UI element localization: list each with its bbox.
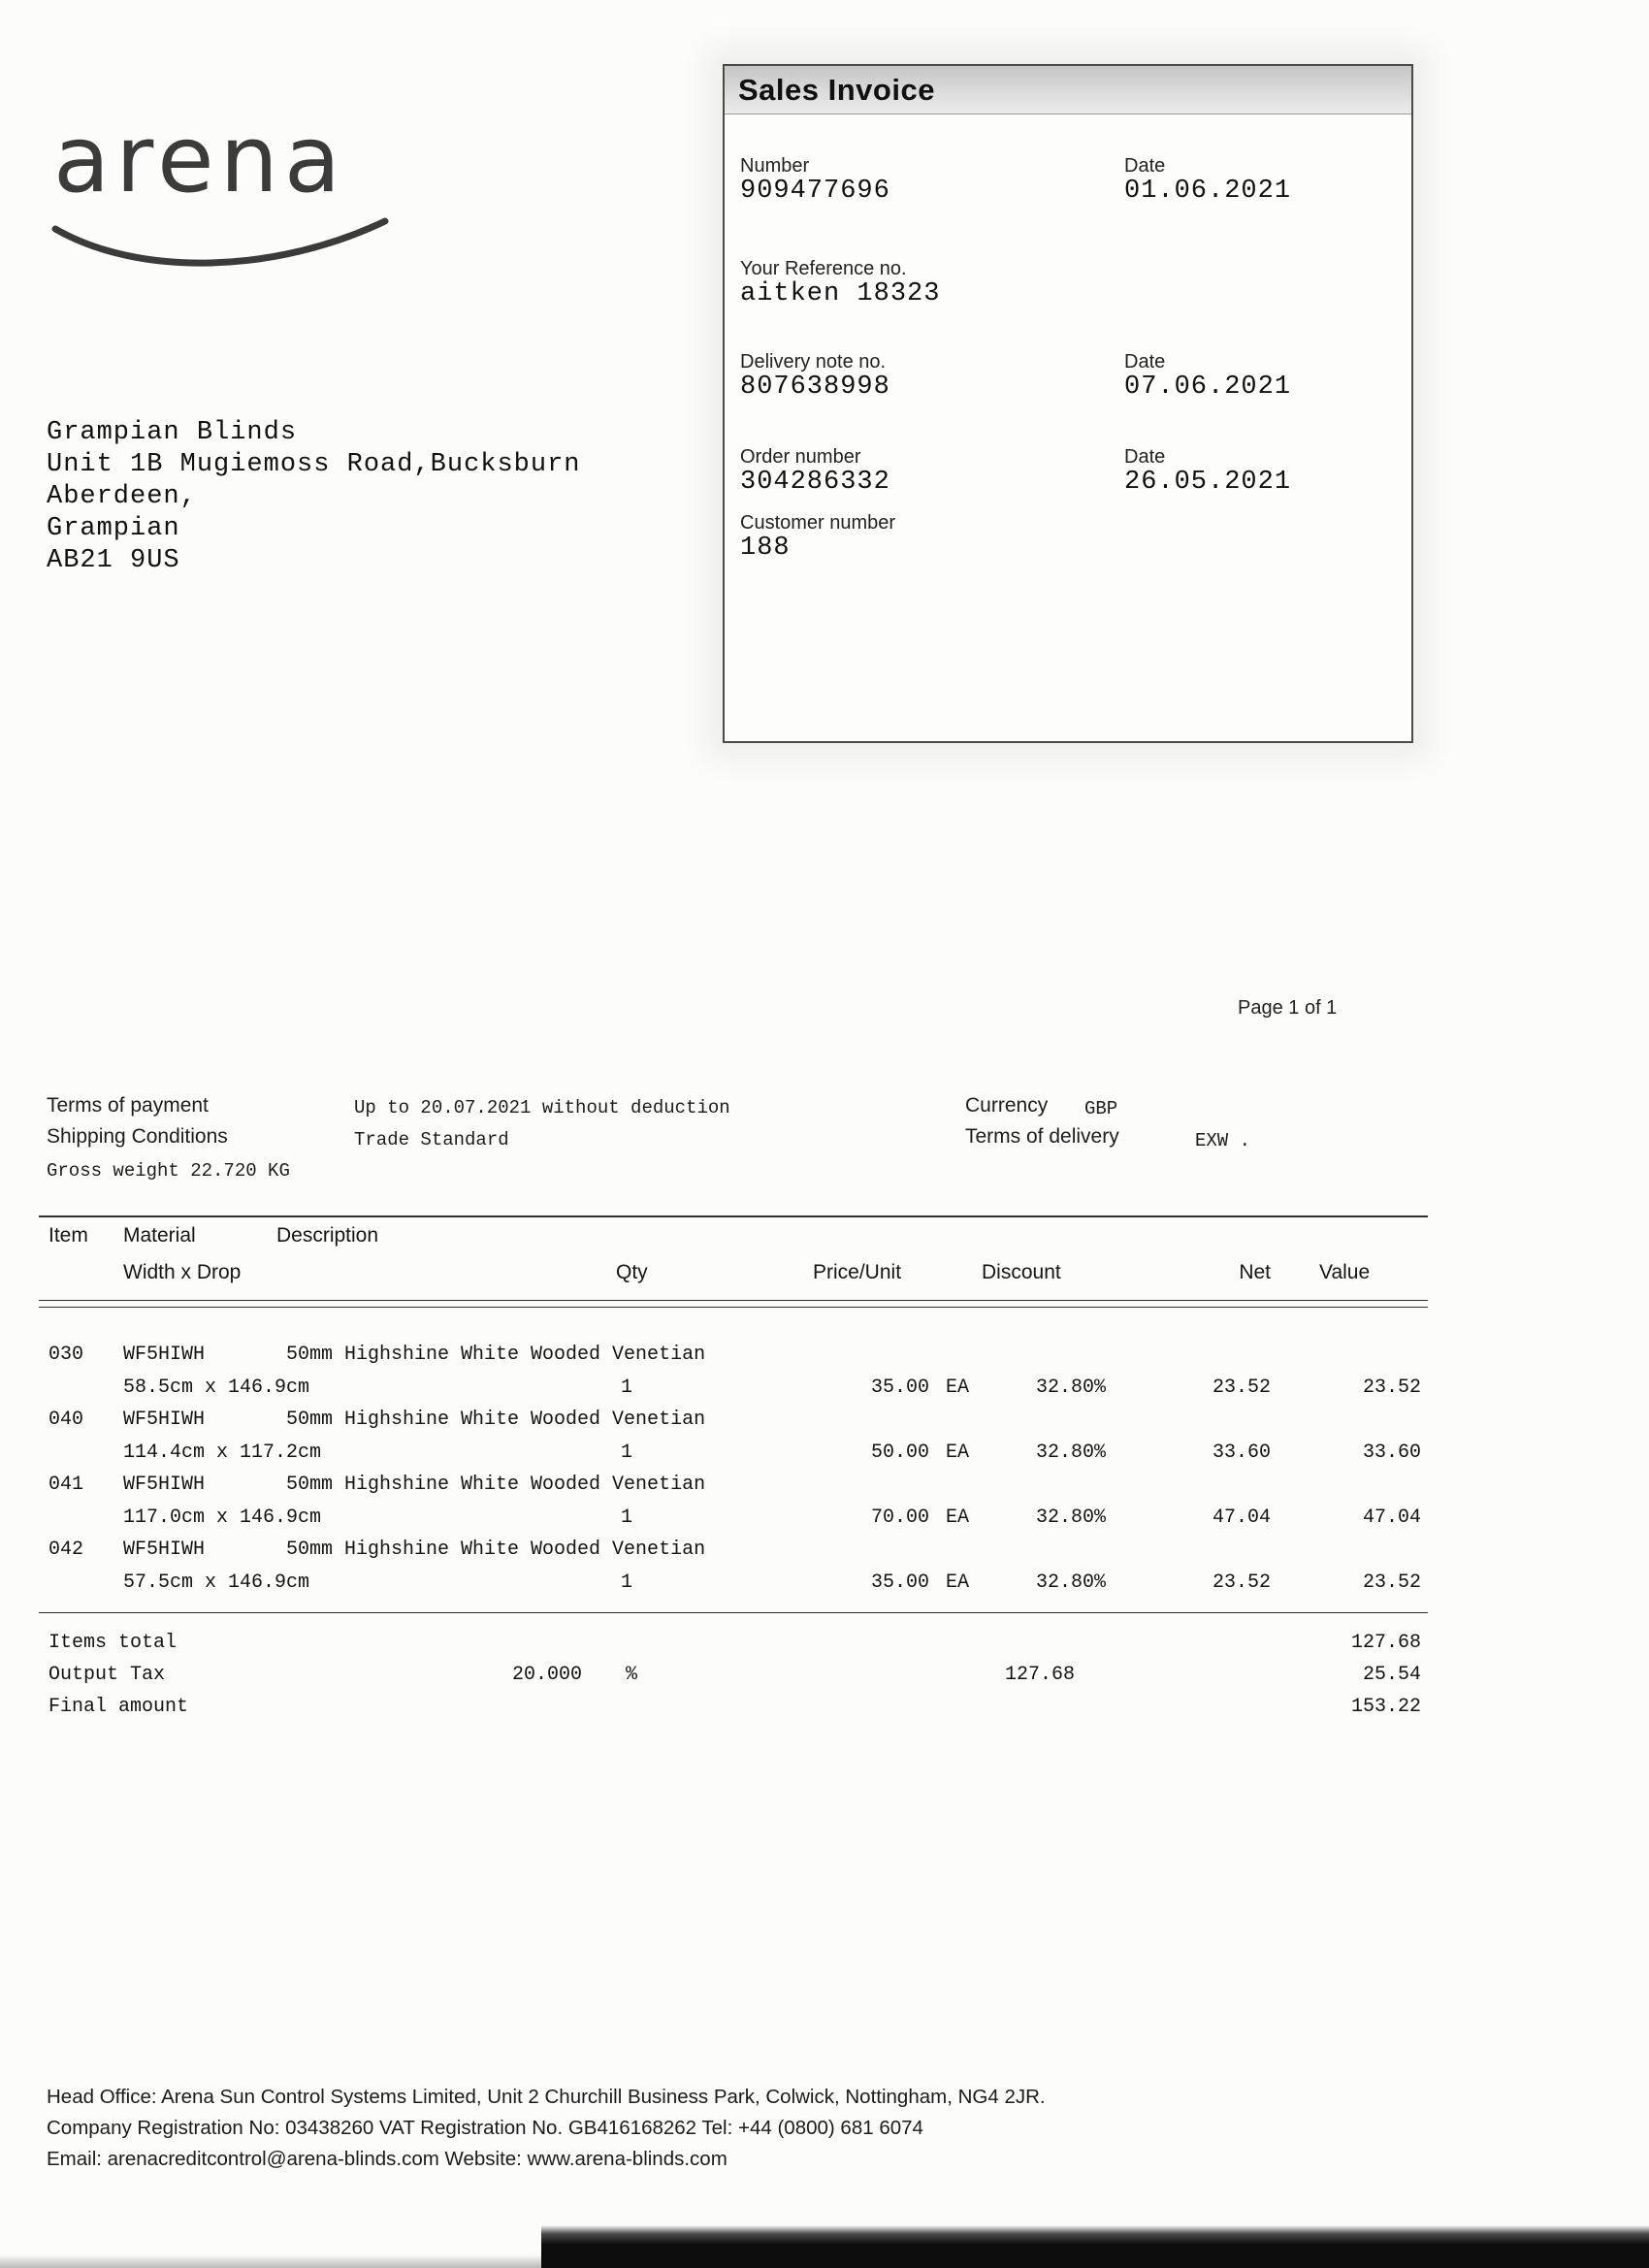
item-discount: 32.80% (1035, 1507, 1106, 1529)
date3-label: Date (1124, 446, 1166, 468)
item-price: 35.00 (870, 1377, 929, 1399)
company-logo-text: arena (53, 107, 347, 213)
terms-of-delivery-label: Terms of delivery (965, 1125, 1119, 1148)
item-number: 040 (48, 1409, 84, 1431)
recipient-city: Aberdeen, (47, 482, 197, 511)
material-code: WF5HIWH (123, 1409, 206, 1431)
item-value: 23.52 (1362, 1571, 1421, 1594)
item-unit: EA (946, 1442, 970, 1464)
item-unit: EA (946, 1507, 970, 1529)
invoice-header-bar (725, 66, 1411, 114)
output-tax-label: Output Tax (48, 1664, 166, 1686)
table-row (0, 1539, 1649, 1564)
company-logo (53, 107, 461, 289)
final-amount-row (0, 1696, 1649, 1721)
item-net: 47.04 (1212, 1507, 1271, 1529)
table-header-rule-2 (39, 1307, 1428, 1308)
item-unit: EA (946, 1571, 970, 1594)
table-row (0, 1409, 1649, 1434)
item-size: 117.0cm x 146.9cm (123, 1507, 322, 1529)
reference-label: Your Reference no. (740, 258, 907, 279)
invoice-number: 909477696 (740, 177, 890, 206)
item-unit: EA (946, 1377, 970, 1399)
customer-number: 188 (740, 534, 791, 563)
item-description: 50mm Highshine White Wooded Venetian (286, 1539, 706, 1561)
item-qty: 1 (621, 1377, 633, 1399)
gross-weight: Gross weight 22.720 KG (47, 1160, 290, 1182)
order-number: 304286332 (740, 468, 890, 497)
item-net: 23.52 (1212, 1377, 1271, 1399)
shipping-conditions-label: Shipping Conditions (47, 1125, 228, 1148)
output-tax-value: 25.54 (1362, 1664, 1421, 1686)
item-size: 58.5cm x 146.9cm (123, 1377, 310, 1399)
number-label: Number (740, 155, 810, 177)
col-header-description: Description (276, 1224, 379, 1247)
table-row (0, 1474, 1649, 1499)
items-total-row (0, 1632, 1649, 1657)
item-number: 042 (48, 1539, 84, 1561)
item-size: 114.4cm x 117.2cm (123, 1442, 322, 1464)
material-code: WF5HIWH (123, 1344, 206, 1366)
item-price: 35.00 (870, 1571, 929, 1594)
item-number: 030 (48, 1344, 84, 1366)
terms-of-delivery-value: EXW . (1195, 1130, 1251, 1151)
terms-of-payment-label: Terms of payment (47, 1094, 209, 1117)
currency-label: Currency (965, 1094, 1049, 1117)
table-header-rule-1 (39, 1300, 1428, 1301)
item-net: 23.52 (1212, 1571, 1271, 1594)
invoice-date: 01.06.2021 (1124, 177, 1292, 206)
col-header-size: Width x Drop (123, 1261, 242, 1283)
output-tax-row (0, 1664, 1649, 1689)
item-value: 33.60 (1362, 1442, 1421, 1464)
invoice-title: Sales Invoice (738, 72, 935, 107)
item-description: 50mm Highshine White Wooded Venetian (286, 1344, 706, 1366)
footer-head-office: Head Office: Arena Sun Control Systems Limited, Unit 2 Churchill Business Park, Colwick, Nottingham, NG4 2JR. (47, 2086, 1046, 2108)
items-total-label: Items total (48, 1632, 178, 1654)
item-qty: 1 (621, 1507, 633, 1529)
date1-label: Date (1124, 155, 1166, 177)
totals-rule (39, 1612, 1428, 1613)
col-header-material: Material (123, 1224, 196, 1247)
recipient-address (47, 417, 580, 577)
page-indicator: Page 1 of 1 (1238, 997, 1338, 1019)
col-header-value: Value (1319, 1261, 1371, 1283)
output-tax-base: 127.68 (1004, 1664, 1075, 1686)
order-date: 26.05.2021 (1124, 468, 1292, 497)
item-size: 57.5cm x 146.9cm (123, 1571, 310, 1594)
table-row-detail (0, 1442, 1649, 1467)
output-tax-percent-sign: % (626, 1664, 638, 1686)
recipient-name: Grampian Blinds (47, 418, 298, 447)
table-row (0, 1344, 1649, 1369)
material-code: WF5HIWH (123, 1474, 206, 1496)
delivery-date: 07.06.2021 (1124, 373, 1292, 402)
item-description: 50mm Highshine White Wooded Venetian (286, 1474, 706, 1496)
recipient-region: Grampian (47, 514, 180, 543)
col-header-qty: Qty (616, 1261, 648, 1283)
col-header-net: Net (1239, 1261, 1271, 1283)
col-header-price: Price/Unit (813, 1261, 902, 1283)
recipient-postcode: AB21 9US (47, 546, 180, 575)
delivery-note-number: 807638998 (740, 373, 890, 402)
footer-contact: Email: arenacreditcontrol@arena-blinds.com Website: www.arena-blinds.com (47, 2148, 728, 2170)
shipping-conditions-value: Trade Standard (354, 1129, 509, 1150)
reference-value: aitken 18323 (740, 279, 941, 308)
order-label: Order number (740, 446, 861, 468)
col-header-discount: Discount (982, 1261, 1061, 1283)
item-discount: 32.80% (1035, 1442, 1106, 1464)
item-qty: 1 (621, 1442, 633, 1464)
item-value: 47.04 (1362, 1507, 1421, 1529)
col-header-item: Item (48, 1224, 88, 1247)
footer-registration: Company Registration No: 03438260 VAT Registration No. GB416168262 Tel: +44 (0800) 681 6074 (47, 2117, 923, 2139)
item-price: 70.00 (870, 1507, 929, 1529)
material-code: WF5HIWH (123, 1539, 206, 1561)
terms-of-payment-value: Up to 20.07.2021 without deduction (354, 1097, 730, 1118)
recipient-street: Unit 1B Mugiemoss Road,Bucksburn (47, 450, 581, 479)
item-discount: 32.80% (1035, 1571, 1106, 1594)
invoice-header-box (723, 64, 1413, 743)
item-qty: 1 (621, 1571, 633, 1594)
logo-swoosh-icon (48, 213, 397, 283)
item-net: 33.60 (1212, 1442, 1271, 1464)
item-discount: 32.80% (1035, 1377, 1106, 1399)
item-number: 041 (48, 1474, 84, 1496)
table-row-detail (0, 1377, 1649, 1402)
table-row-detail (0, 1571, 1649, 1597)
footer (47, 2082, 1046, 2175)
scan-edge-light (0, 2254, 543, 2268)
item-price: 50.00 (870, 1442, 929, 1464)
currency-value: GBP (1084, 1098, 1118, 1119)
date2-label: Date (1124, 351, 1166, 373)
item-description: 50mm Highshine White Wooded Venetian (286, 1409, 706, 1431)
table-row-detail (0, 1507, 1649, 1532)
delivery-note-label: Delivery note no. (740, 351, 887, 373)
table-top-rule (39, 1215, 1428, 1217)
final-amount-label: Final amount (48, 1696, 189, 1718)
item-value: 23.52 (1362, 1377, 1421, 1399)
final-amount-value: 153.22 (1350, 1696, 1421, 1718)
output-tax-rate: 20.000 (511, 1664, 582, 1686)
customer-number-label: Customer number (740, 512, 896, 534)
items-total-value: 127.68 (1350, 1632, 1421, 1654)
scan-edge-dark (541, 2225, 1649, 2268)
